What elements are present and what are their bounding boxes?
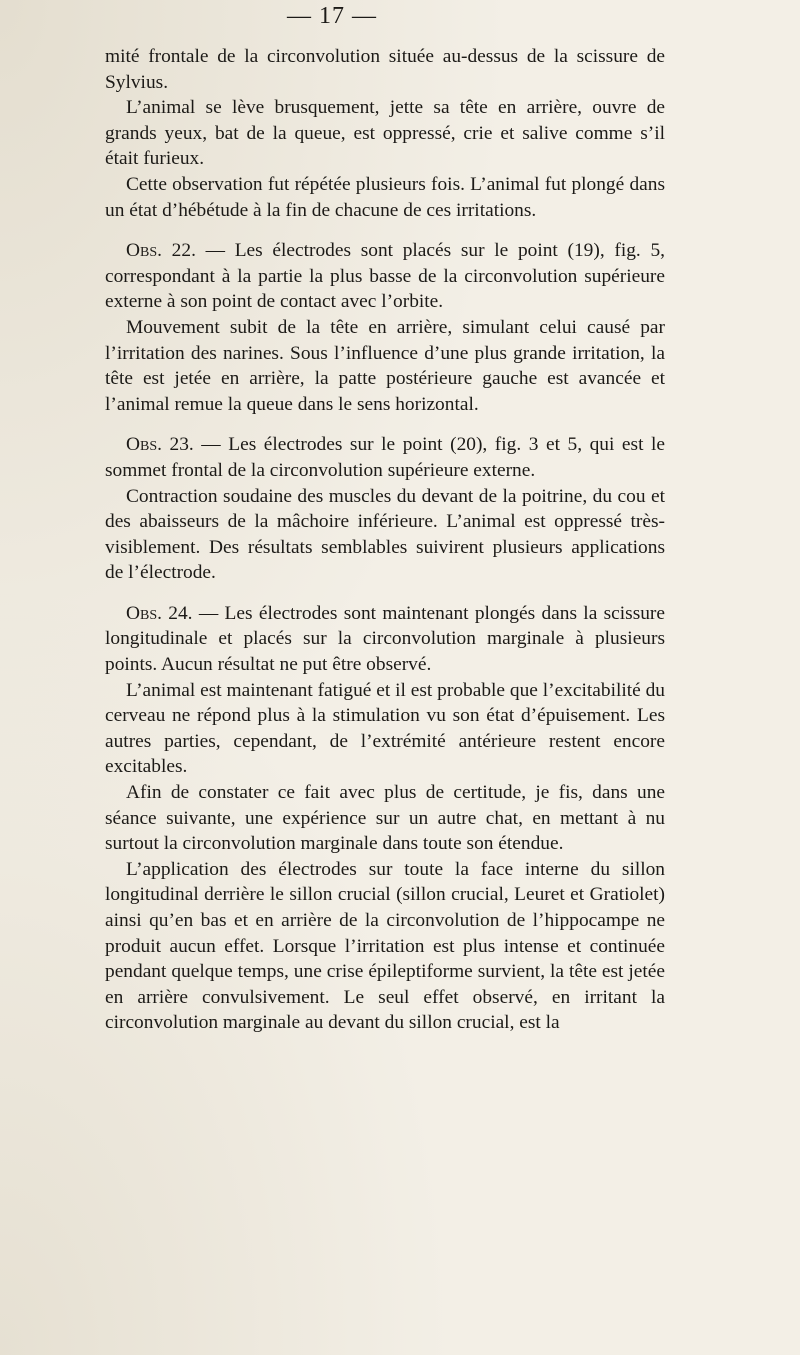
paragraph-text: L’animal se lève brusquement, jette sa tête en arrière, ouvre de grands yeux, bat de la queue, est oppressé, crie et salive comme s’il était furieux. <box>105 97 665 170</box>
paragraph-text: Mouvement subit de la tête en arrière, simulant celui causé par l’irritation des narines. Sous l’influence d’une plus grande irritation, la tête est jetée en arrière, la patte postérieure gauche est avancée et l’animal remue la queue dans le sens horizontal. <box>105 316 665 415</box>
paragraph <box>105 484 665 586</box>
paragraph-text: — Les électrodes sur le point (20), fig. 3 et 5, qui est le sommet frontal de la circonvolution supérieure externe. <box>105 434 665 481</box>
paragraph-text: mité frontale de la circonvolution située au-dessus de la scissure de Sylvius. <box>105 46 665 93</box>
observation-paragraph <box>105 238 665 315</box>
paragraph-text: — Les électrodes sont placés sur le point (19), fig. 5, correspondant à la partie la plus basse de la circonvolution supérieure externe à son point de contact avec l’orbite. <box>105 240 666 313</box>
paragraph-text: — Les électrodes sont maintenant plongés dans la scissure longitudinale et placés sur la circonvolution marginale à plusieurs points. Aucun résultat ne put être observé. <box>105 602 666 676</box>
paragraph <box>105 857 665 1036</box>
paragraph-text: Contraction soudaine des muscles du devant de la poitrine, du cou et des abaisseurs de la mâchoire inférieure. L’animal est oppressé très-visiblement. Des résultats semblables suivirent plusieurs applications de l’électrode. <box>105 485 665 584</box>
page-number: — 17 — <box>287 3 377 29</box>
paragraph <box>105 678 665 780</box>
paragraph <box>105 315 665 417</box>
paragraph <box>105 95 665 172</box>
paragraph-text: Afin de constater ce fait avec plus de certitude, je fis, dans une séance suivante, une expérience sur un autre chat, en mettant à nu surtout la circonvolution marginale dans toute son étendue. <box>105 782 665 855</box>
observation-paragraph <box>105 601 665 678</box>
observation-label: Obs. 24. <box>126 602 193 624</box>
observation-label: Obs. 22. <box>126 240 196 262</box>
paragraph <box>105 780 665 857</box>
observation-label: Obs. 23. <box>126 434 194 456</box>
observation-paragraph <box>105 432 665 483</box>
body-text <box>105 44 665 1036</box>
paragraph-text: L’application des électrodes sur toute la face interne du sillon longitudinal derrière le sillon crucial (sillon crucial, Leuret et Gratiolet) ainsi qu’en bas et en arrière de la circonvolution de l’hippocampe ne produit aucun effet. Lorsque l’irritation est plus intense et continuée pendant quelque temps, une crise épileptiforme survient, la tête est jetée en arrière convulsivement. Le seul effet observé, en irritant la circonvolution marginale au devant du sillon crucial, est la <box>105 858 665 1034</box>
paragraph-text: Cette observation fut répétée plusieurs fois. L’animal fut plongé dans un état d’hébétude à la fin de chacune de ces irritations. <box>105 173 665 221</box>
paragraph-text: L’animal est maintenant fatigué et il est probable que l’excitabilité du cerveau ne répond plus à la stimulation vu son état d’épuisement. Les autres parties, cependant, de l’extrémité antérieure restent encore excitables. <box>105 679 665 778</box>
paragraph <box>105 44 665 95</box>
paragraph <box>105 172 665 223</box>
